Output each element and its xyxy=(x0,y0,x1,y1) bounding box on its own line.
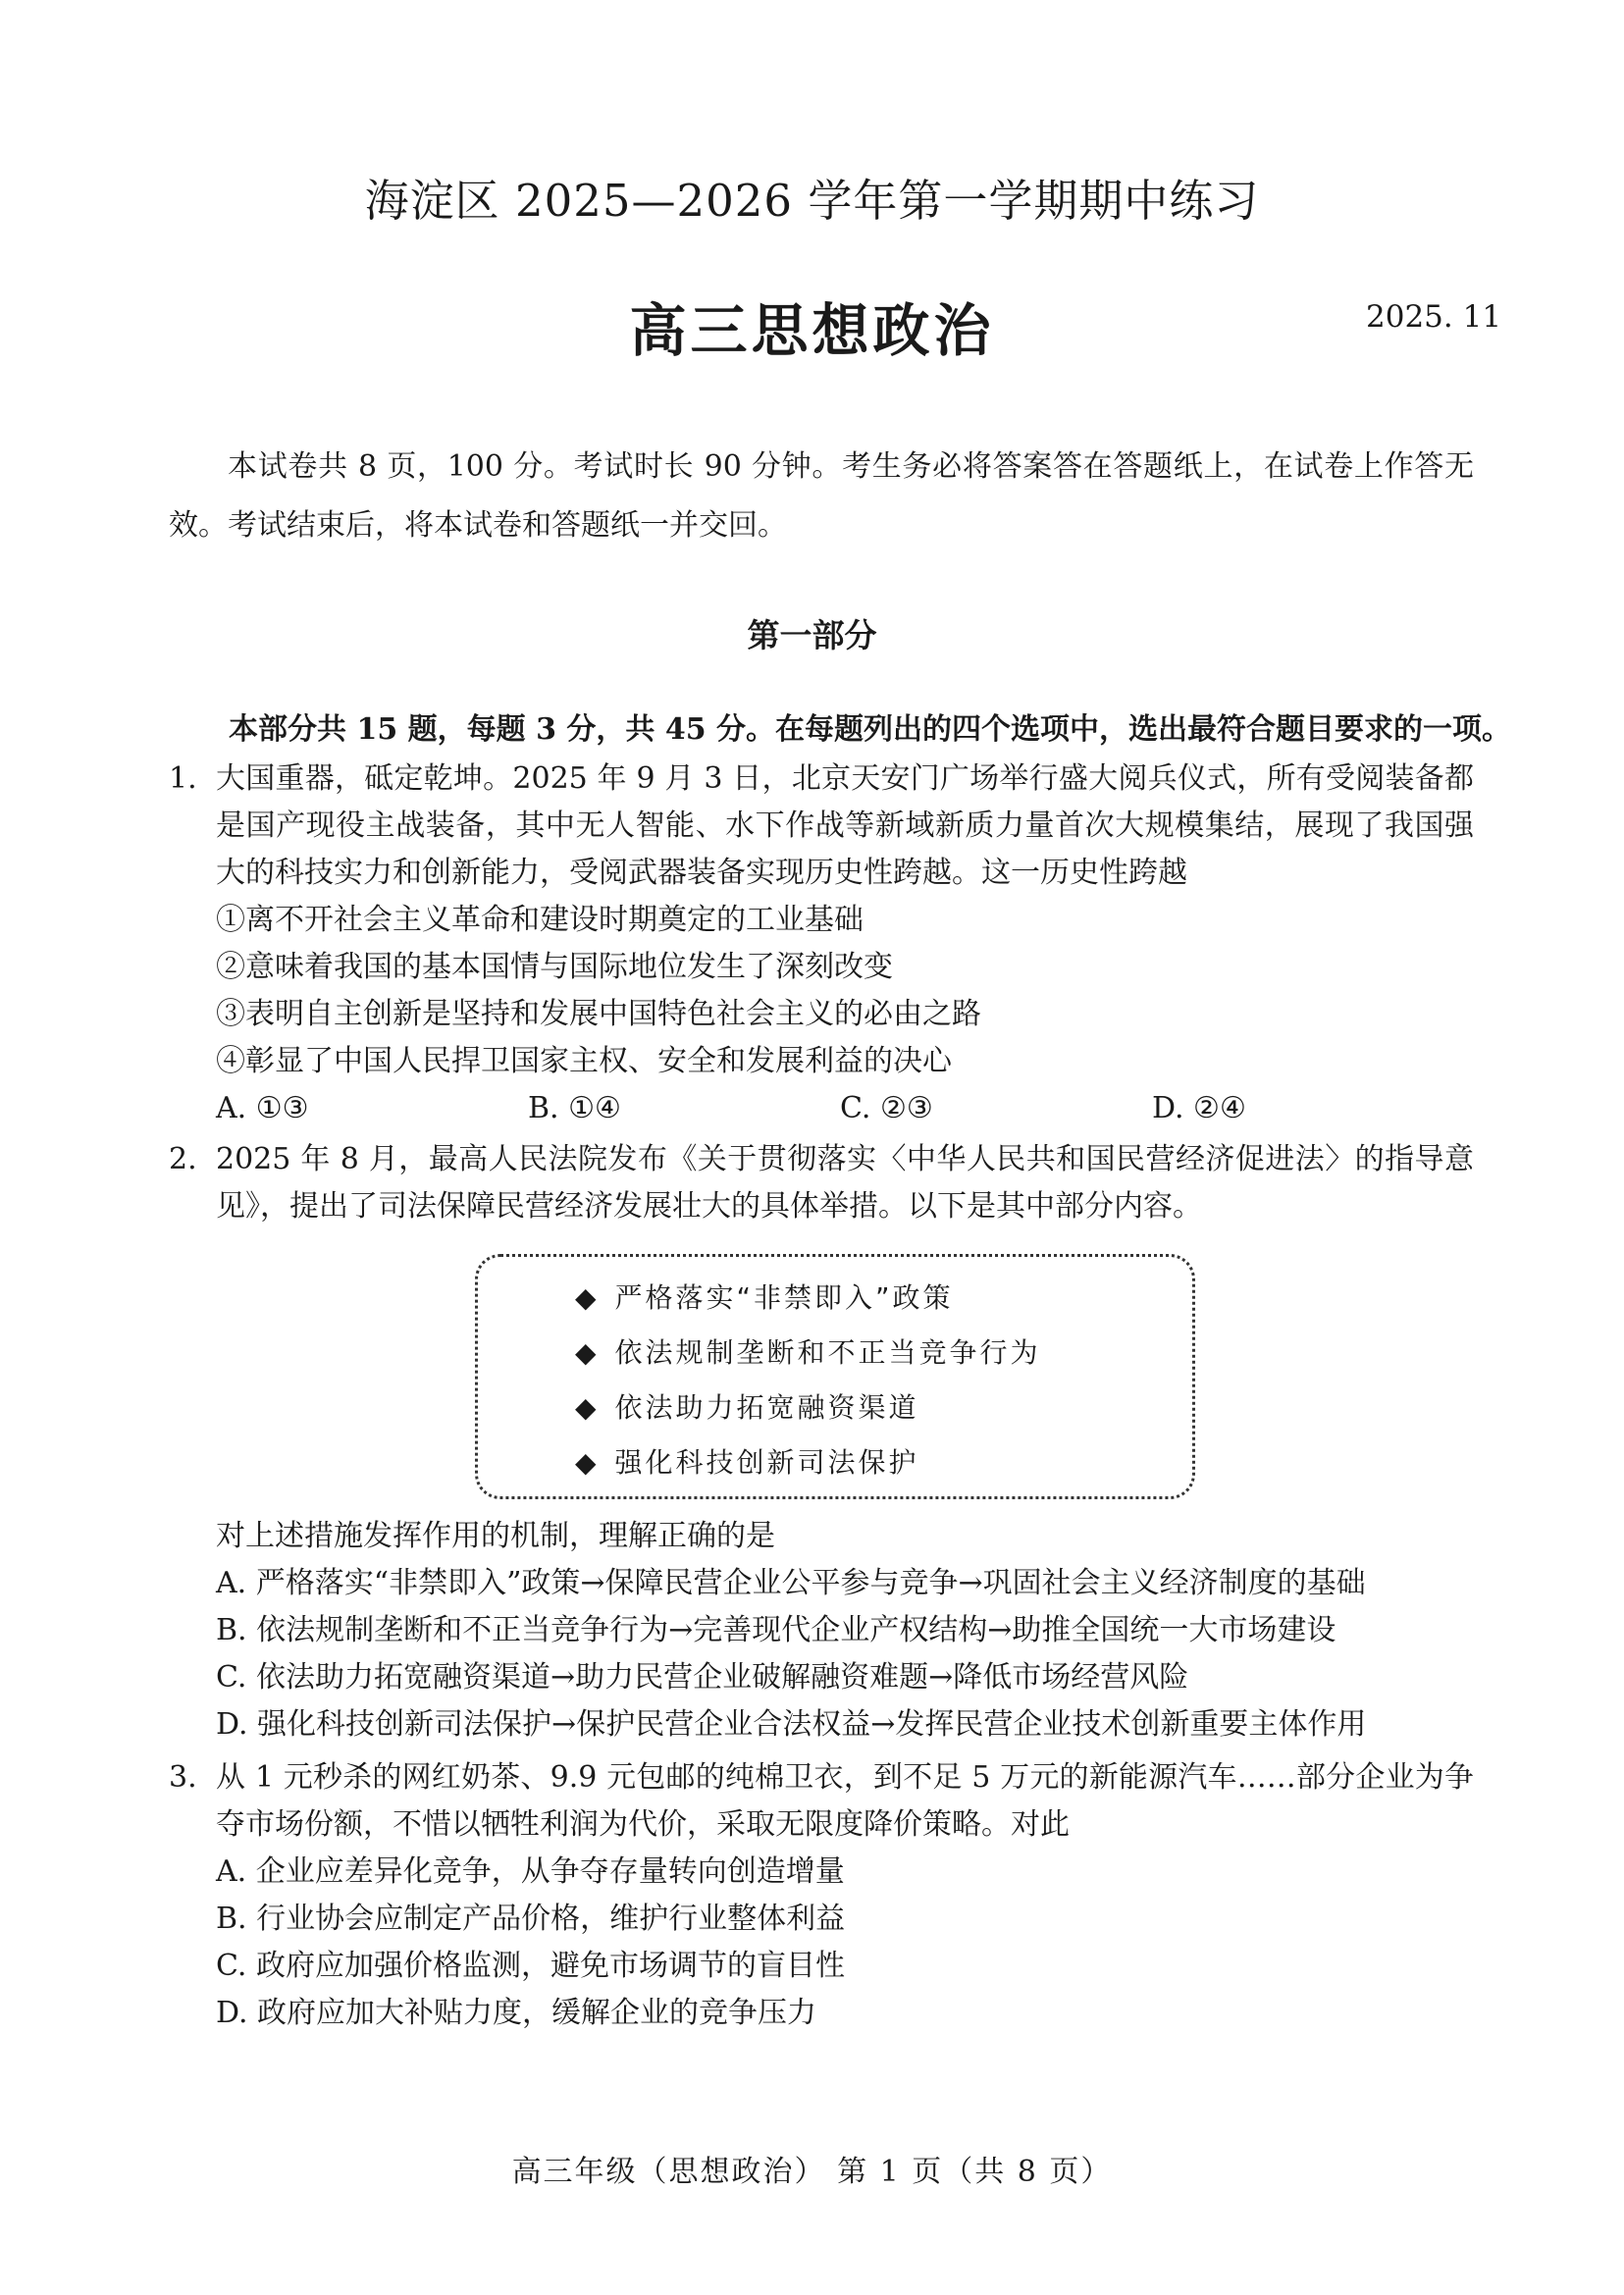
option-d: D. 强化科技创新司法保护→保护民营企业合法权益→发挥民营企业技术创新重要主体作用 xyxy=(216,1707,1367,1742)
question-prompt: 对上述措施发挥作用的机制，理解正确的是 xyxy=(216,1519,775,1553)
option-b: B. 行业协会应制定产品价格，维护行业整体利益 xyxy=(216,1902,846,1936)
option-c: C. 政府应加强价格监测，避免市场调节的盲目性 xyxy=(216,1949,845,1983)
page-footer: 高三年级（思想政治） 第 1 页（共 8 页） xyxy=(511,2155,1113,2189)
question-stem: 大国重器，砥定乾坤。2025 年 9 月 3 日，北京天安门广场举行盛大阅兵仪式，所有受阅装备都是国产现役主战装备，其中无人智能、水下作战等新域新质力量首次大规模集结，展现了我国强大的科技实力和创新能力，受阅武器装备实现历史性跨越。这一历史性跨越 xyxy=(216,761,1474,890)
section-note: 本部分共 15 题，每题 3 分，共 45 分。在每题列出的四个选项中，选出最符合题目要求的一项。 xyxy=(229,712,1512,747)
question-1 xyxy=(169,756,1474,1132)
question-number: 2. xyxy=(169,1142,197,1176)
statement-2: ②意味着我国的基本国情与国际地位发生了深刻改变 xyxy=(216,950,893,984)
option-d: D. ②④ xyxy=(1152,1091,1246,1125)
option-a: A. 企业应差异化竞争，从争夺存量转向创造增量 xyxy=(216,1854,845,1889)
measure-item: ◆ 依法规制垄断和不正当竞争行为 xyxy=(575,1336,1041,1369)
diamond-bullet-icon: ◆ xyxy=(575,1336,600,1369)
option-c: C. 依法助力拓宽融资渠道→助力民营企业破解融资难题→降低市场经营风险 xyxy=(216,1660,1189,1695)
question-2 xyxy=(169,1136,1474,1230)
statement-3: ③表明自主创新是坚持和发展中国特色社会主义的必由之路 xyxy=(216,997,981,1031)
diamond-bullet-icon: ◆ xyxy=(575,1446,600,1479)
question-stem: 从 1 元秒杀的网红奶茶、9.9 元包邮的纯棉卫衣，到不足 5 万元的新能源汽车……部分企业为争夺市场份额，不惜以牺牲利润为代价，采取无限度降价策略。对此 xyxy=(216,1760,1474,1842)
measure-item: ◆ 严格落实“非禁即入”政策 xyxy=(575,1281,954,1314)
exam-title: 海淀区 2025—2026 学年第一学期期中练习 xyxy=(364,175,1260,227)
measure-item: ◆ 强化科技创新司法保护 xyxy=(575,1446,919,1479)
option-d: D. 政府应加大补贴力度，缓解企业的竞争压力 xyxy=(216,1996,817,2030)
question-number: 1. xyxy=(169,761,197,796)
diamond-bullet-icon: ◆ xyxy=(575,1391,600,1424)
section-title: 第一部分 xyxy=(747,616,877,654)
exam-date: 2025. 11 xyxy=(1366,299,1502,335)
question-stem: 2025 年 8 月，最高人民法院发布《关于贯彻落实〈中华人民共和国民营经济促进法〉的指导意见》，提出了司法保障民营经济发展壮大的具体举措。以下是其中部分内容。 xyxy=(216,1142,1474,1224)
measure-item: ◆ 依法助力拓宽融资渠道 xyxy=(575,1391,919,1424)
options-row xyxy=(169,1085,1474,1132)
question-number: 3. xyxy=(169,1760,197,1795)
subject-title: 高三思想政治 xyxy=(629,297,995,364)
option-c: C. ②③ xyxy=(840,1091,933,1125)
option-a: A. 严格落实“非禁即入”政策→保障民营企业公平参与竞争→巩固社会主义经济制度的基础 xyxy=(216,1566,1366,1600)
diamond-bullet-icon: ◆ xyxy=(575,1281,600,1314)
question-3 xyxy=(169,1754,1474,2037)
exam-instructions: 本试卷共 8 页，100 分。考试时长 90 分钟。考生务必将答案答在答题纸上，在试卷上作答无效。考试结束后，将本试卷和答题纸一并交回。 xyxy=(169,449,1474,543)
statement-4: ④彰显了中国人民捍卫国家主权、安全和发展利益的决心 xyxy=(216,1044,952,1078)
measures-list xyxy=(575,1271,1041,1490)
option-b: B. 依法规制垄断和不正当竞争行为→完善现代企业产权结构→助推全国统一大市场建设 xyxy=(216,1613,1336,1647)
option-a: A. ①③ xyxy=(216,1091,309,1125)
question-2-options xyxy=(169,1513,1474,1748)
statement-1: ①离不开社会主义革命和建设时期奠定的工业基础 xyxy=(216,903,864,937)
option-b: B. ①④ xyxy=(528,1091,621,1125)
